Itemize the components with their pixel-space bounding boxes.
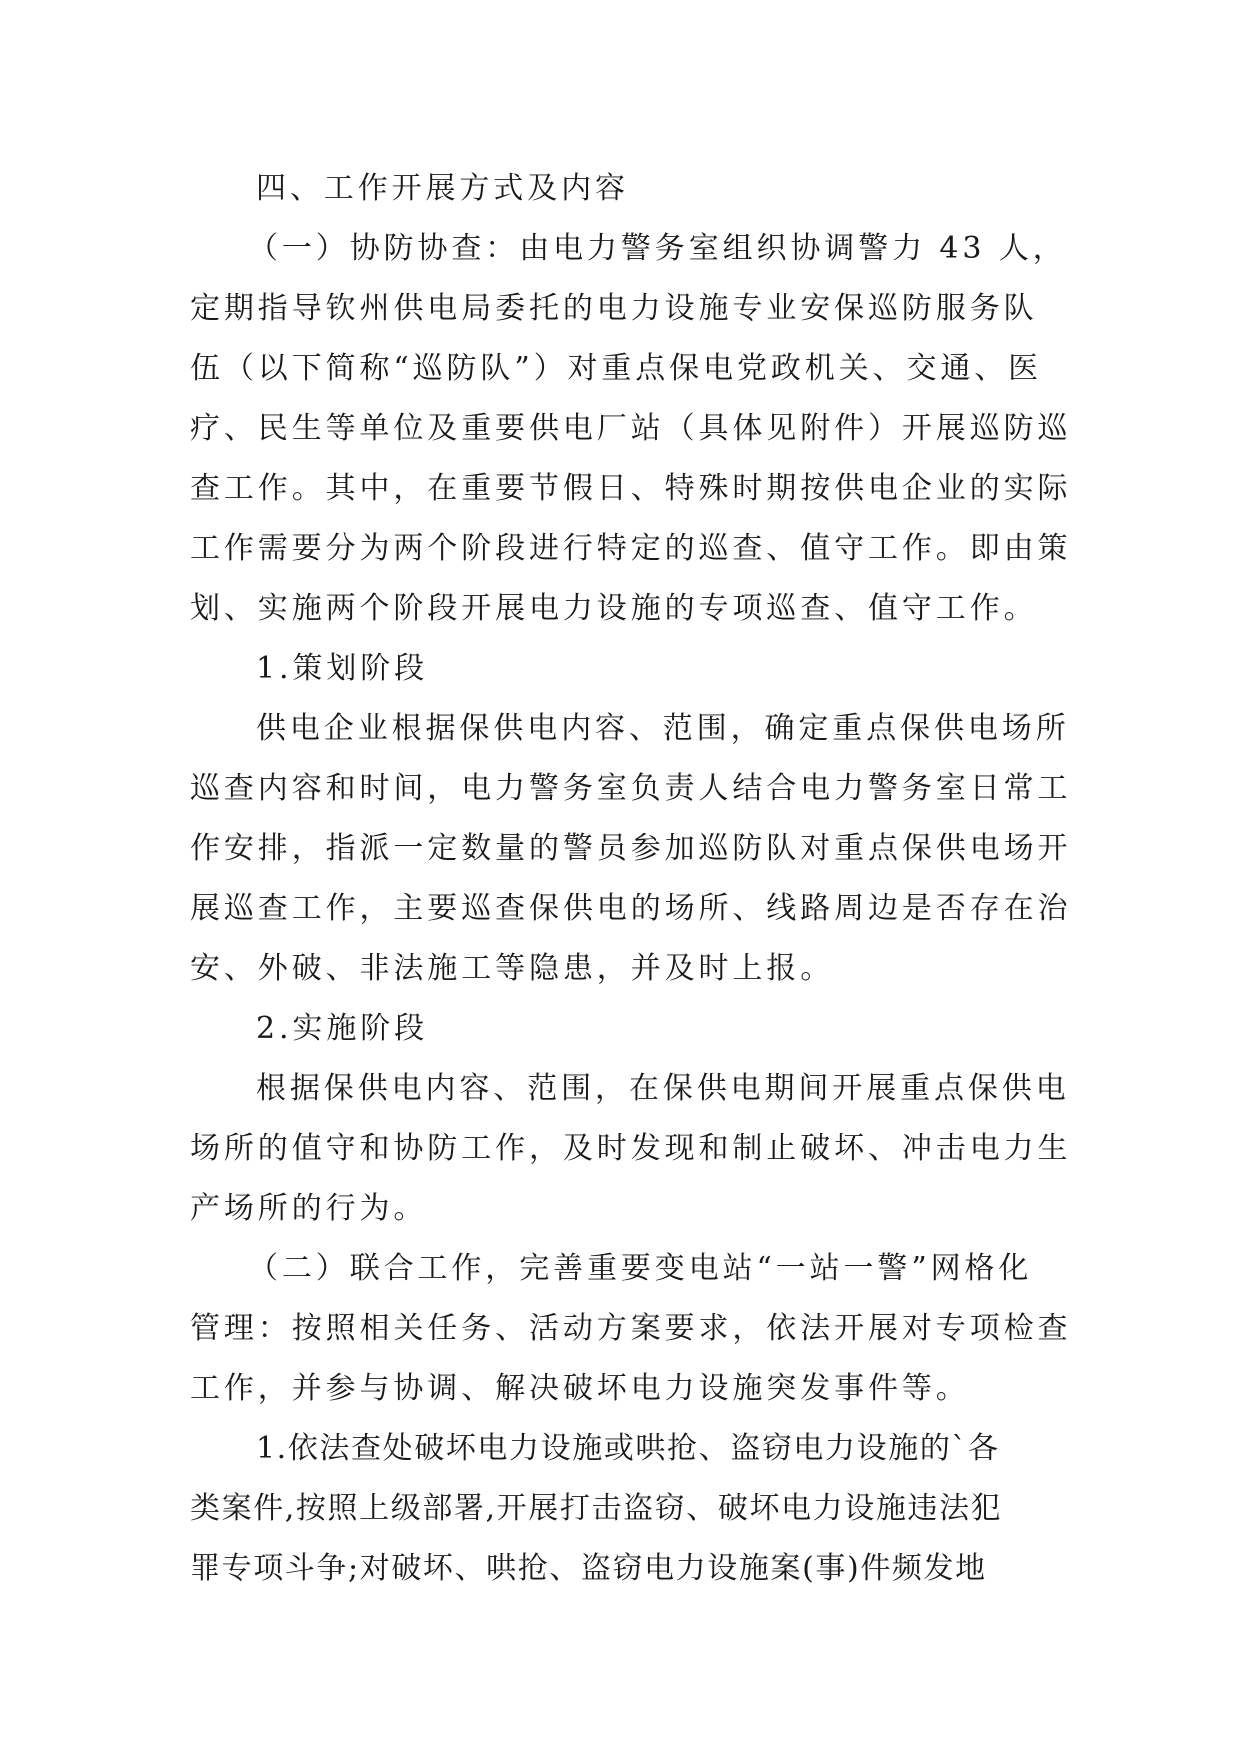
paragraph-line: 类案件,按照上级部署,开展打击盗窃、破坏电力设施违法犯 <box>190 1491 1003 1526</box>
paragraph-line: 工作，并参与协调、解决破坏电力设施突发事件等。 <box>190 1371 970 1406</box>
paragraph-line: 展巡查工作，主要巡查保供电的场所、线路周边是否存在治 <box>190 891 1072 926</box>
paragraph-line: 巡查内容和时间，电力警务室负责人结合电力警务室日常工 <box>190 771 1072 806</box>
document-body <box>190 159 1072 1599</box>
paragraph-line: 产场所的行为。 <box>190 1191 428 1226</box>
paragraph-line: 作安排，指派一定数量的警员参加巡防队对重点保供电场开 <box>190 831 1072 866</box>
paragraph-line: （二）联合工作，完善重要变电站“一站一警”网格化 <box>248 1251 1033 1286</box>
paragraph-line: 工作需要分为两个阶段进行特定的巡查、值守工作。即由策 <box>190 531 1072 566</box>
subheading: 2.实施阶段 <box>256 1011 429 1046</box>
paragraph-line: 1.依法查处破坏电力设施或哄抢、盗窃电力设施的`各 <box>256 1431 1000 1466</box>
paragraph-line: 伍（以下简称“巡防队”）对重点保电党政机关、交通、医 <box>190 351 1043 386</box>
paragraph-line: 疗、民生等单位及重要供电厂站（具体见附件）开展巡防巡 <box>190 411 1072 446</box>
paragraph-line: 管理：按照相关任务、活动方案要求，依法开展对专项检查 <box>190 1311 1072 1346</box>
paragraph-line: 根据保供电内容、范围，在保供电期间开展重点保供电 <box>256 1071 1070 1106</box>
paragraph-line: 划、实施两个阶段开展电力设施的专项巡查、值守工作。 <box>190 591 1038 626</box>
paragraph-line: 场所的值守和协防工作，及时发现和制止破坏、冲击电力生 <box>190 1131 1072 1166</box>
paragraph-line: （一）协防协查：由电力警务室组织协调警力 43 人， <box>248 231 1067 266</box>
subheading: 1.策划阶段 <box>256 651 429 686</box>
paragraph-line: 安、外破、非法施工等隐患，并及时上报。 <box>190 951 835 986</box>
section-heading: 四、工作开展方式及内容 <box>256 171 629 206</box>
paragraph-line: 查工作。其中，在重要节假日、特殊时期按供电企业的实际 <box>190 471 1072 506</box>
paragraph-line: 供电企业根据保供电内容、范围，确定重点保供电场所 <box>256 711 1070 746</box>
paragraph-line: 定期指导钦州供电局委托的电力设施专业安保巡防服务队 <box>190 291 1038 326</box>
paragraph-line: 罪专项斗争;对破坏、哄抢、盗窃电力设施案(事)件频发地 <box>190 1551 987 1586</box>
